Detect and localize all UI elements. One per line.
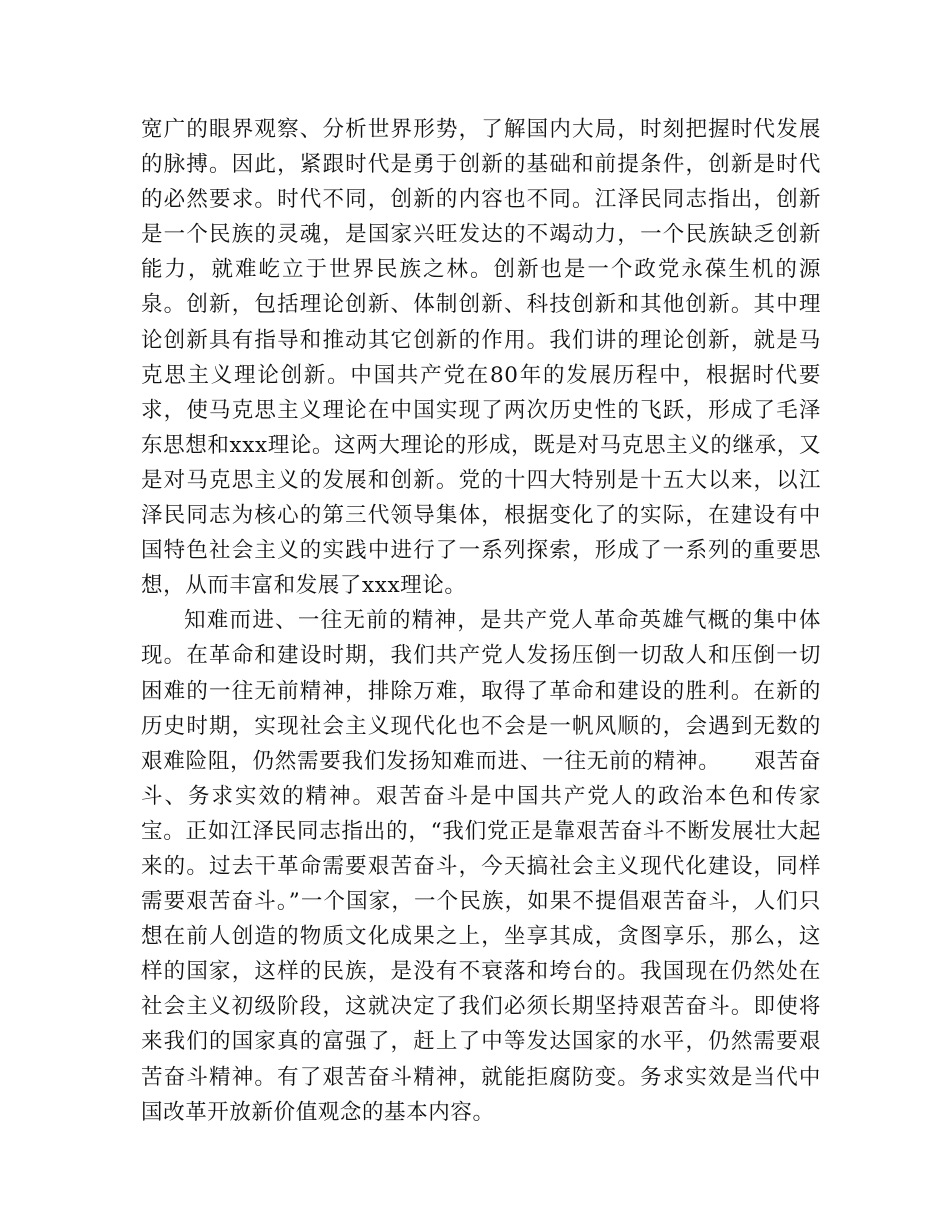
- paragraph-innovation: 宽广的眼界观察、分析世界形势，了解国内大局，时刻把握时代发展的脉搏。因此，紧跟时代是勇于创新的基础和前提条件，创新是时代的必然要求。时代不同，创新的内容也不同。江泽民同志指出，创新是一个民族的灵魂，是国家兴旺发达的不竭动力，一个民族缺乏创新能力，就难屹立于世界民族之林。创新也是一个政党永葆生机的源泉。创新，包括理论创新、体制创新、科技创新和其他创新。其中理论创新具有指导和推动其它创新的作用。我们讲的理论创新，就是马克思主义理论创新。中国共产党在80年的发展历程中，根据时代要求，使马克思主义理论在中国实现了两次历史性的飞跃，形成了毛泽东思想和xxx理论。这两大理论的形成，既是对马克思主义的继承，又是对马克思主义的发展和创新。党的十四大特别是十五大以来，以江泽民同志为核心的第三代领导集体，根据变化了的实际，在建设有中国特色社会主义的实践中进行了一系列探索，形成了一系列的重要思想，从而丰富和发展了xxx理论。: [141, 117, 821, 599]
- document-body: [141, 112, 821, 1130]
- paragraph-hard-work: 知难而进、一往无前的精神，是共产党人革命英雄气概的集中体现。在革命和建设时期，我们共产党人发扬压倒一切敌人和压倒一切困难的一往无前精神，排除万难，取得了革命和建设的胜利。在新的历史时期，实现社会主义现代化也不会是一帆风顺的，会遇到无数的艰难险阻，仍然需要我们发扬知难而进、一往无前的精神。 艰苦奋斗、务求实效的精神。艰苦奋斗是中国共产党人的政治本色和传家宝。正如江泽民同志指出的，“我们党正是靠艰苦奋斗不断发展壮大起来的。过去干革命需要艰苦奋斗，今天搞社会主义现代化建设，同样需要艰苦奋斗。”一个国家，一个民族，如果不提倡艰苦奋斗，人们只想在前人创造的物质文化成果之上，坐享其成，贪图享乐，那么，这样的国家，这样的民族，是没有不衰落和垮台的。我国现在仍然处在社会主义初级阶段，这就决定了我们必须长期坚持艰苦奋斗。即使将来我们的国家真的富强了，赶上了中等发达国家的水平，仍然需要艰苦奋斗精神。有了艰苦奋斗精神，就能拒腐防变。务求实效是当代中国改革开放新价值观念的基本内容。: [141, 608, 821, 1125]
